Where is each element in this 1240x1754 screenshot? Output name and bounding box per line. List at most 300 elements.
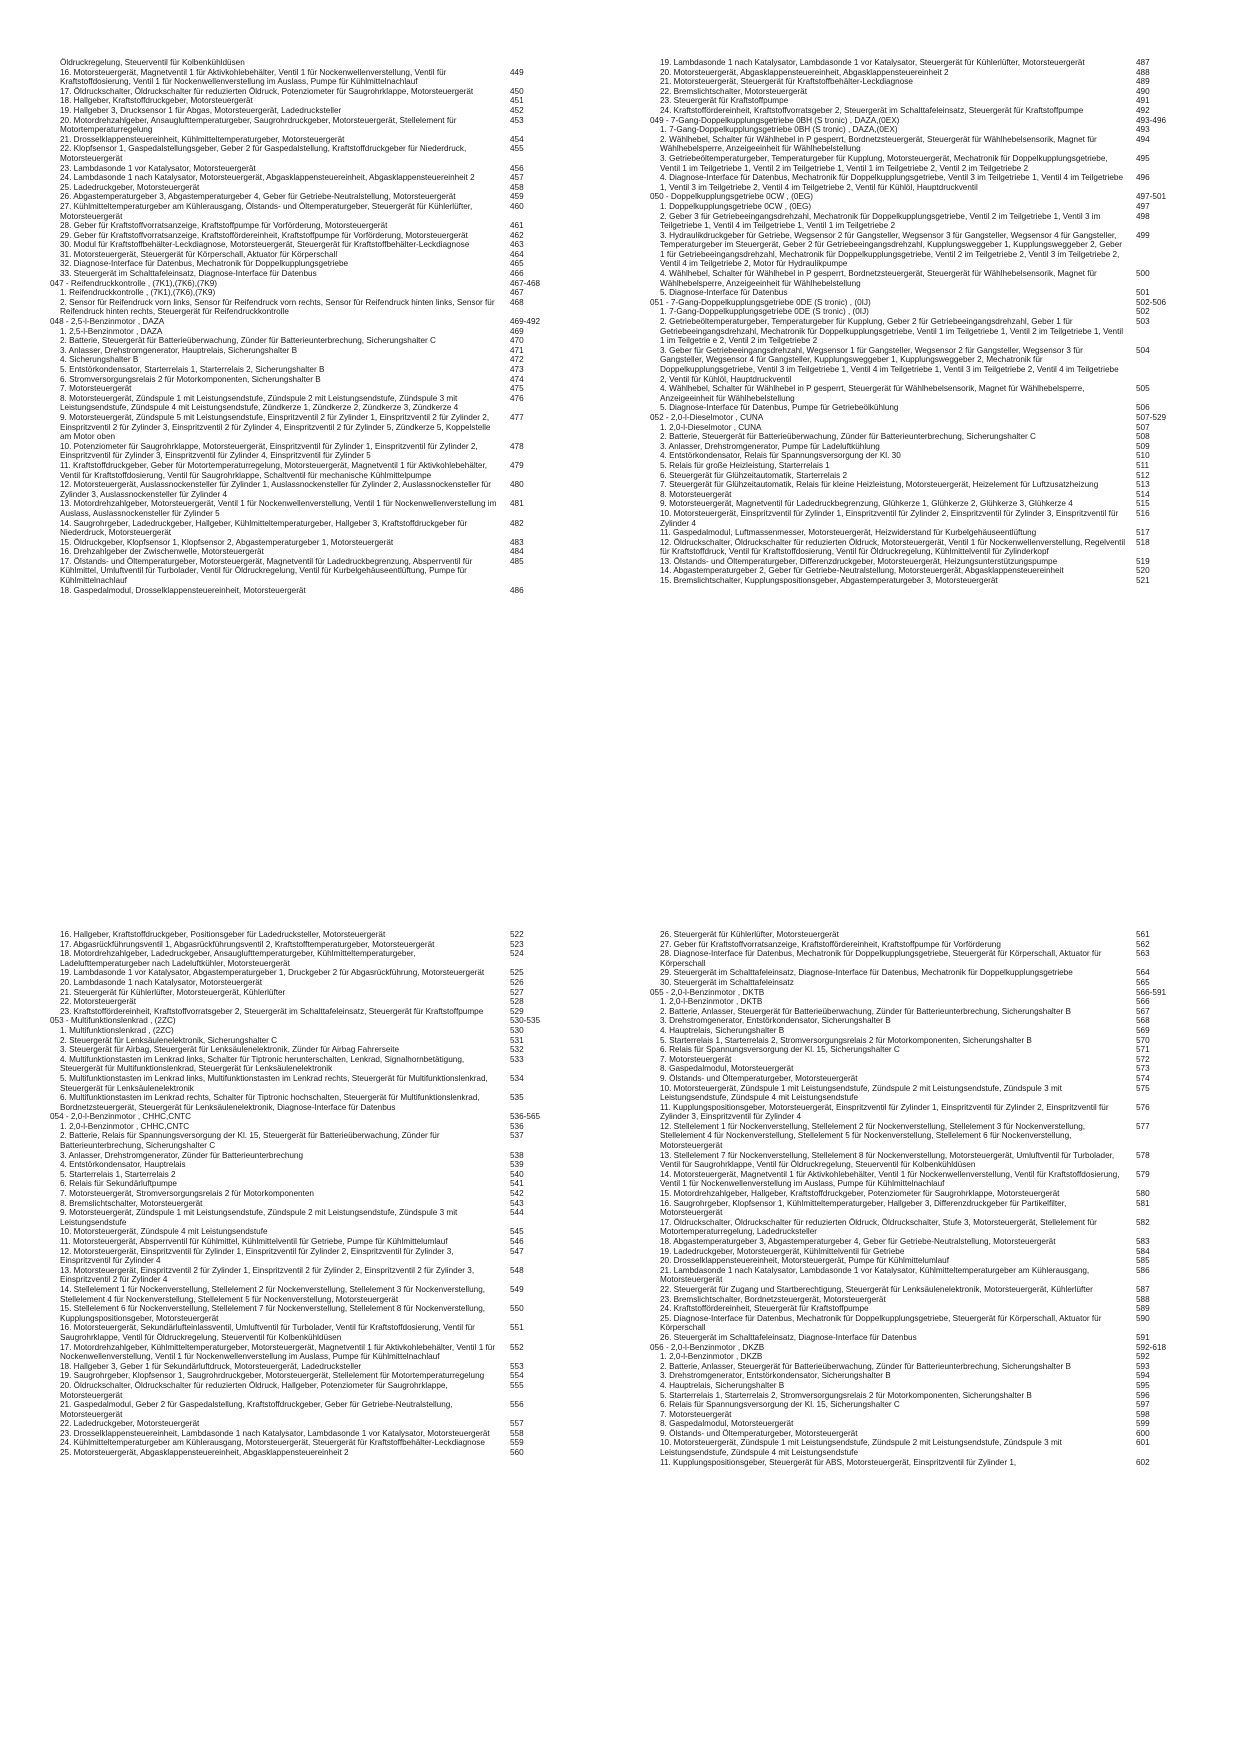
toc-entry-row	[660, 77, 1184, 87]
toc-entry-row	[660, 557, 1184, 567]
toc-entry-row	[660, 442, 1184, 452]
toc-page-number: 495	[1136, 153, 1150, 163]
toc-entry-title: 20. Drosselklappensteuereinheit, Motorsteuergerät, Pumpe für Kühlmittelumlauf	[660, 1256, 949, 1266]
toc-page-number: 594	[1136, 1371, 1150, 1381]
toc-page-number: 593	[1136, 1361, 1150, 1371]
toc-entry-title: 11. Kupplungspositionsgeber, Motorsteuergerät, Einspritzventil für Zylinder 1, Einspritzventil für Zylinder 2, Einspritzventil für Zylinder 3, Einspritzventil für Zylinder 4	[660, 1102, 1109, 1122]
toc-entry-title: 14. Saugrohrgeber, Ladedruckgeber, Hallgeber, Kühlmitteltemperaturgeber, Hallgeber 3, Kraftstoffdruckgeber für Niederdruck, Motorsteuergerät	[60, 518, 468, 538]
toc-page-number: 589	[1136, 1304, 1150, 1314]
toc-page-number: 492	[1136, 105, 1150, 115]
toc-entry-row	[60, 327, 558, 337]
toc-entry-title: 29. Geber für Kraftstoffvorratsanzeige, Kraftstoffördereinheit, Kraftstoffpumpe für Vorförderung, Motorsteuergerät	[60, 230, 468, 240]
toc-page-number: 473	[510, 365, 524, 374]
toc-entry-title: 12. Motorsteuergerät, Auslassnockensteller für Zylinder 1, Auslassnockensteller für Zylinder 2, Auslassnockensteller für Zylinder 3, Auslassnockensteller für Zylinder 4	[60, 480, 491, 499]
toc-entry-row	[660, 480, 1184, 490]
toc-entry-row	[660, 949, 1184, 968]
toc-page-number: 481	[510, 499, 524, 509]
toc-entry-title: 2. Geber 3 für Getriebeeingangsdrehzahl, Mechatronik für Doppelkupplungsgetriebe, Ventil 2 im Teilgetriebe 1, Ventil 3 im Teilgetriebe 1, Ventil 4 im Teilgetriebe 1, Ventil 1 im Teilgetriebe 2	[660, 211, 1101, 231]
toc-section-row	[650, 1342, 1184, 1353]
toc-entry-title: 22. Bremslichtschalter, Motorsteuergerät	[660, 86, 807, 96]
toc-page-number: 602	[1136, 1457, 1150, 1467]
toc-entry-title: 2. Getriebeöltemperaturgeber, Temperaturgeber für Kupplung, Geber 2 für Getriebeeingangsdrehzahl, Geber 1 für Getriebeeingangsdrehzahl, Mechatronik für Doppelkupplungsgetriebe, Ventil 1 im Teilgetriebe 1, Ventil 2 im Teilgetriebe 1, Ventil 1 im Teilgetrie e 2, Ventil 2 im Teilgetriebe 2	[660, 317, 1124, 346]
toc-entry-title: 17. Öldruckschalter, Öldruckschalter für reduzierten Öldruck, Öldruckschalter, Stufe 3, Motorsteuergerät, Stellelement für Motortemperaturregelung, Ladedrucksteller	[660, 1217, 1097, 1237]
toc-entry-row	[660, 1285, 1184, 1295]
toc-page-number: 523	[510, 939, 524, 949]
toc-entry-title: 8. Motorsteuergerät, Zündspule 1 mit Leistungsendstufe, Zündspule 2 mit Leistungsendstufe, Zündspule 3 mit Leistungsendstufe, Zündspule 4 mit Leistungsendstufe, Zündkerze 1, Zündkerze 2, Zündkerze 3, Zündkerze 4	[60, 393, 459, 413]
toc-page-number: 509	[1136, 441, 1150, 451]
toc-page-number: 560	[510, 1448, 524, 1458]
toc-entry-title: 4. Wählhebel, Schalter für Wählhebel in P gesperrt, Bordnetzsteuergerät, Steuergerät für Wählhebelsensorik, Magnet für Wählhebelsperre, Anzeigeeinheit für Wählhebelstellung	[660, 269, 1097, 288]
toc-entry-row	[660, 1237, 1184, 1247]
toc-entry-title: 5. Entstörkondensator, Starterrelais 1, Starterrelais 2, Sicherungshalter B	[60, 365, 325, 374]
toc-page-number: 546	[510, 1237, 524, 1246]
toc-entry-row	[660, 528, 1184, 538]
toc-entry-row	[60, 480, 558, 499]
toc-entry-row	[60, 288, 558, 298]
toc-page-number: 496	[1136, 173, 1150, 183]
toc-entry-row	[60, 298, 558, 317]
toc-entry-title: 17. Ölstands- und Öltemperaturgeber, Motorsteuergerät, Magnetventil für Ladedruckbegrenzung, Absperrventil für Kühlmittel, Umluftventil für Turbolader, Ventil für Öldruckregelung, Ventil für Kurbelgehäuseentlüftung, Pumpe für Kühlmittelnachlauf	[60, 556, 473, 586]
toc-entry-row	[60, 144, 558, 163]
toc-entry-row	[660, 125, 1184, 135]
toc-page-number: 502-506	[1136, 297, 1167, 307]
toc-page-number: 583	[1136, 1237, 1150, 1246]
toc-entry-row	[60, 68, 558, 87]
toc-page-number: 463	[510, 240, 524, 250]
toc-page-number: 501	[1136, 288, 1150, 298]
toc-section-title: 056 - 2,0-l-Benzinmotor , DKZB	[650, 1342, 765, 1352]
toc-entry-row	[60, 87, 558, 97]
toc-section-title: 049 - 7-Gang-Doppelkupplungsgetriebe 0BH (S tronic) , DAZA,(0EX)	[650, 115, 900, 125]
toc-section-row	[650, 115, 1184, 126]
toc-page-number: 597	[1136, 1400, 1150, 1410]
toc-entry-title: 14. Abgastemperaturgeber 2, Geber für Getriebe-Neutralstellung, Motorsteuergerät, Abgasklappensteuereinheit	[660, 566, 1064, 576]
toc-entry-row	[60, 1045, 558, 1055]
toc-entry-row	[660, 1170, 1184, 1189]
toc-entry-title: 27. Kühlmitteltemperaturgeber am Kühlerausgang, Ölstands- und Öltemperaturgeber, Steuergerät für Kühlerlüfter, Motorsteuergerät	[60, 201, 473, 221]
toc-entry-title: 6. Relais für Spannungsversorgung der Kl. 15, Sicherungshalter C	[660, 1045, 900, 1055]
toc-entry-title: 6. Multifunktionstasten im Lenkrad rechts, Schalter für Tiptronic hochschalten, Steuergerät für Multifunktionslenkrad, Bordnetzsteuergerät, Steuergerät für Lenksäulenelektronik, Diagnose-Interface für Datenbus	[60, 1093, 480, 1112]
toc-page-number: 485	[510, 556, 524, 566]
toc-entry-title: 3. Anlasser, Drehstromgenerator, Zünder für Batterieunterbrechung	[60, 1150, 304, 1160]
toc-page-number: 488	[1136, 67, 1150, 77]
toc-entry-row	[660, 202, 1184, 212]
toc-page-number: 576	[1136, 1102, 1150, 1112]
toc-entry-title: 1. 2,0-l-Benzinmotor , DKZB	[660, 1352, 763, 1362]
toc-page-number: 527	[510, 987, 524, 997]
toc-entry-title: 10. Motorsteuergerät, Einspritzventil für Zylinder 1, Einspritzventil für Zylinder 2, Einspritzventil für Zylinder 3, Einspritzventil für Zylinder 4	[660, 508, 1119, 528]
toc-entry-title: 24. Kraftstoffördereinheit, Steuergerät für Kraftstoffpumpe	[660, 1304, 869, 1314]
toc-entry-title: 2. Batterie, Anlasser, Steuergerät für Batterieüberwachung, Zünder für Batterieunterbrechung, Sicherungshalter B	[660, 1361, 1071, 1371]
toc-page-number: 575	[1136, 1083, 1150, 1093]
toc-entry-title: 16. Motorsteuergerät, Sekundärlufteinlassventil, Umluftventil für Turbolader, Ventil für Kraftstoffdosierung, Ventil für Saugrohrklappe, Ventil für Öldruckregelung, Steuerventil für Kolbenkühldüsen	[60, 1323, 475, 1342]
toc-entry-row	[60, 442, 558, 461]
toc-entry-title: 19. Ladedruckgeber, Motorsteuergerät, Kühlmittelventil für Getriebe	[660, 1246, 905, 1256]
toc-entry-row	[660, 317, 1184, 346]
toc-entry-row	[660, 1391, 1184, 1401]
toc-page-number: 535	[510, 1093, 524, 1103]
toc-entry-title: 1. 7-Gang-Doppelkupplungsgetriebe 0DE (S tronic) , (0IJ)	[660, 307, 869, 317]
toc-section-row	[50, 278, 558, 289]
toc-entry-row	[60, 997, 558, 1007]
toc-entry-row	[660, 968, 1184, 978]
toc-page-number: 595	[1136, 1380, 1150, 1390]
toc-page-number: 541	[510, 1179, 524, 1189]
toc-page-number: 539	[510, 1160, 524, 1170]
toc-entry-row	[660, 576, 1184, 586]
toc-entry-row	[60, 1007, 558, 1017]
toc-page-number: 521	[1136, 576, 1150, 586]
toc-entry-title: 29. Steuergerät im Schalttafeleinsatz, Diagnose-Interface für Datenbus, Mechatronik für Doppelkupplungsgetriebe	[660, 968, 1073, 978]
toc-entry-title: 16. Saugrohrgeber, Klopfsensor 1, Kühlmitteltemperaturgeber, Hallgeber 3, Differenzdruckgeber für Partikelfilter, Motorsteuergerät	[660, 1198, 1067, 1218]
toc-entry-title: 15. Stellelement 6 für Nockenverstellung, Stellelement 7 für Nockenverstellung, Stellelement 8 für Nockenverstellung, Kupplungspositionsgeber, Motorsteuergerät	[60, 1304, 486, 1323]
toc-entry-title: 3. Getriebeöltemperaturgeber, Temperaturgeber für Kupplung, Motorsteuergerät, Mechatronik für Doppelkupplungsgetriebe, Ventil 1 im Teilgetriebe 1, Ventil 2 im Teilgetriebe 1, Ventil 1 im Teilgetriebe 2, Ventil 2 im Teilgetriebe 2	[660, 153, 1108, 173]
toc-entry-row	[660, 1074, 1184, 1084]
toc-entry-row	[60, 1227, 558, 1237]
toc-entry-title: 10. Motorsteuergerät, Zündspule 1 mit Leistungsendstufe, Zündspule 2 mit Leistungsendstufe, Zündspule 3 mit Leistungsendstufe, Zündspule 4 mit Leistungsendstufe	[660, 1438, 1062, 1458]
toc-entry-row	[60, 968, 558, 978]
toc-page-number: 561	[1136, 930, 1150, 939]
toc-page-number: 483	[510, 537, 524, 547]
toc-entry-title: 1. Reifendruckkontrolle , (7K1),(7K6),(7K9)	[60, 288, 216, 298]
toc-entry-title: 9. Ölstands- und Öltemperaturgeber, Motorsteuergerät	[660, 1428, 858, 1438]
toc-page-number: 543	[510, 1198, 524, 1208]
toc-entry-row	[60, 1074, 558, 1093]
toc-section-title: 053 - Multifunktionslenkrad , (2ZC)	[50, 1016, 176, 1026]
toc-entry-title: 21. Gaspedalmodul, Geber 2 für Gaspedalstellung, Kraftstoffdruckgeber, Geber für Getriebe-Neutralstellung, Motorsteuergerät	[60, 1400, 453, 1419]
toc-entry-row	[660, 212, 1184, 231]
toc-entry-title: 5. Starterrelais 1, Starterrelais 2, Stromversorgungsrelais 2 für Motorkomponenten, Sicherungshalter B	[660, 1035, 1032, 1045]
toc-entry-title: 3. Drehstromgenerator, Entstörkondensator, Sicherungshalter B	[660, 1371, 891, 1381]
toc-page-number: 545	[510, 1227, 524, 1237]
toc-block-bottom-left	[50, 930, 558, 1458]
toc-page-number: 508	[1136, 432, 1150, 442]
toc-entry-row	[660, 231, 1184, 269]
toc-entry-row	[660, 1362, 1184, 1372]
toc-page-number: 493-496	[1136, 115, 1167, 125]
toc-entry-title: 7. Motorsteuergerät, Stromversorgungsrelais 2 für Motorkomponenten	[60, 1189, 314, 1199]
toc-page-number: 568	[1136, 1016, 1150, 1026]
toc-entry-row	[60, 949, 558, 968]
toc-page-number: 578	[1136, 1150, 1150, 1160]
toc-page-number: 512	[1136, 470, 1150, 480]
toc-entry-row	[60, 202, 558, 221]
toc-section-row	[650, 297, 1184, 308]
toc-page-number: 467	[510, 288, 524, 298]
toc-entry-title: 20. Motordrehzahlgeber, Ansauglufttemperaturgeber, Saugrohrdruckgeber, Motorsteuergerät, Stellelement für Motortemperaturregelung	[60, 115, 457, 135]
toc-entry-row	[660, 1199, 1184, 1218]
toc-page-number: 459	[510, 192, 524, 202]
toc-page-number: 550	[510, 1304, 524, 1314]
toc-entry-row	[60, 1199, 558, 1209]
toc-page-number: 480	[510, 480, 524, 490]
toc-entry-row	[660, 1007, 1184, 1017]
toc-entry-title: 26. Abgastemperaturgeber 3, Abgastemperaturgeber 4, Geber für Getriebe-Neutralstellung, Motorsteuergerät	[60, 192, 456, 202]
toc-entry-title: 23. Steuergerät für Kraftstoffpumpe	[660, 96, 789, 106]
toc-page-number: 468	[510, 297, 524, 307]
toc-entry-row	[660, 490, 1184, 500]
toc-entry-title: 9. Ölstands- und Öltemperaturgeber, Motorsteuergerät	[660, 1073, 858, 1083]
toc-entry-row	[660, 538, 1184, 557]
toc-entry-row	[660, 1304, 1184, 1314]
toc-entry-row	[660, 1151, 1184, 1170]
toc-entry-row	[60, 1285, 558, 1304]
toc-entry-title: 4. Hauptrelais, Sicherungshalter B	[660, 1025, 785, 1035]
toc-entry-row	[60, 135, 558, 145]
toc-page-number: 547	[510, 1246, 524, 1256]
toc-page-number: 566-591	[1136, 987, 1167, 997]
toc-entry-title: 4. Multifunktionstasten im Lenkrad links, Schalter für Tiptronic herunterschalten, Lenkrad, Signalhornbetätigung, Steuergerät für Multifunktionslenkrad, Steuergerät für Lenksäulenelektronik	[60, 1054, 465, 1074]
toc-page-number: 513	[1136, 480, 1150, 490]
toc-entry-row	[660, 423, 1184, 433]
toc-entry-title: 8. Gaspedalmodul, Motorsteuergerät	[660, 1419, 794, 1429]
toc-page-number: 514	[1136, 489, 1150, 499]
toc-entry-title: 8. Gaspedalmodul, Motorsteuergerät	[660, 1064, 794, 1074]
toc-page-number: 562	[1136, 939, 1150, 949]
toc-section-title: 054 - 2,0-l-Benzinmotor , CHHC,CNTC	[50, 1112, 192, 1122]
toc-entry-title: 21. Drosselklappensteuereinheit, Kühlmitteltemperaturgeber, Motorsteuergerät	[60, 134, 345, 144]
toc-entry-row	[60, 538, 558, 548]
toc-page-number: 582	[1136, 1217, 1150, 1227]
toc-entry-row	[60, 1419, 558, 1429]
toc-page-number: 461	[510, 221, 524, 231]
toc-entry-row	[660, 1016, 1184, 1026]
toc-page-number: 520	[1136, 566, 1150, 576]
toc-page-number: 462	[510, 230, 524, 240]
toc-entry-title: 9. Motorsteuergerät, Zündspule 1 mit Leistungsendstufe, Zündspule 2 mit Leistungsendstufe, Zündspule 3 mit Leistungsendstufe	[60, 1208, 458, 1227]
toc-entry-row	[60, 413, 558, 442]
toc-page-number: 452	[510, 105, 524, 115]
toc-entry-title: 17. Motordrehzahlgeber, Kühlmitteltemperaturgeber, Motorsteuergerät, Magnetventil 1 für Aktivkohlebehälter, Ventil 1 für Nockenwellenverstellung, Ventil 1 für Nockenwellenverstellung im Auslass, Pumpe für Kühlmittelnachlauf	[60, 1342, 496, 1362]
toc-page-number: 556	[510, 1400, 524, 1410]
toc-page-number: 460	[510, 201, 524, 211]
toc-page-number: 518	[1136, 537, 1150, 547]
toc-entry-title: 10. Potenziometer für Saugrohrklappe, Motorsteuergerät, Einspritzventil für Zylinder 1, Einspritzventil für Zylinder 2, Einspritzventil für Zylinder 3, Einspritzventil für Zylinder 4, Einspritzventil für Zylinder 5	[60, 441, 478, 461]
toc-entry-row	[660, 346, 1184, 384]
toc-page-number: 570	[1136, 1035, 1150, 1045]
toc-entry-row	[60, 58, 558, 68]
toc-entry-title: 13. Ölstands- und Öltemperaturgeber, Differenzdruckgeber, Motorsteuergerät, Heizungsunterstützungspumpe	[660, 556, 1058, 566]
toc-entry-title: 23. Kraftstoffördereinheit, Kraftstoffvorratsgeber 2, Steuergerät im Schalttafeleinsatz, Steuergerät für Kraftstoffpumpe	[60, 1006, 484, 1016]
toc-entry-title: 5. Starterrelais 1, Starterrelais 2	[60, 1169, 176, 1179]
toc-page-number: 551	[510, 1323, 524, 1333]
toc-page-number: 471	[510, 345, 524, 355]
toc-entry-title: 26. Steuergerät im Schalttafeleinsatz, Diagnose-Interface für Datenbus	[660, 1332, 917, 1342]
toc-entry-row	[660, 1429, 1184, 1439]
toc-entry-row	[60, 183, 558, 193]
toc-entry-title: 23. Lambdasonde 1 vor Katalysator, Motorsteuergerät	[60, 163, 256, 173]
toc-entry-title: 18. Hallgeber, Kraftstoffdruckgeber, Motorsteuergerät	[60, 96, 253, 106]
toc-page-number: 548	[510, 1265, 524, 1275]
toc-entry-title: 6. Steuergerät für Glühzeitautomatik, Starterrelais 2	[660, 470, 848, 480]
toc-page-number: 544	[510, 1208, 524, 1218]
toc-page-number: 537	[510, 1131, 524, 1141]
toc-entry-row	[60, 519, 558, 538]
toc-entry-row	[660, 940, 1184, 950]
toc-page-number: 489	[1136, 77, 1150, 87]
toc-page-number: 479	[510, 460, 524, 470]
toc-entry-title: 15. Bremslichtschalter, Kupplungspositionsgeber, Abgastemperaturgeber 3, Motorsteuergerät	[660, 576, 998, 586]
toc-entry-row	[60, 221, 558, 231]
toc-entry-title: 8. Motorsteuergerät	[660, 489, 732, 499]
toc-page-number: 507	[1136, 422, 1150, 432]
toc-entry-row	[660, 106, 1184, 116]
toc-entry-title: 24. Lambdasonde 1 nach Katalysator, Motorsteuergerät, Abgasklappensteuereinheit, Abgasklappensteuereinheit 2	[60, 173, 475, 183]
toc-page-number: 590	[1136, 1313, 1150, 1323]
toc-page-number: 466	[510, 269, 524, 279]
toc-entry-row	[60, 1237, 558, 1247]
toc-block-top-left	[50, 58, 558, 595]
toc-page-number: 536-565	[510, 1112, 541, 1122]
toc-page-number: 555	[510, 1380, 524, 1390]
toc-entry-row	[60, 547, 558, 557]
toc-entry-row	[660, 978, 1184, 988]
toc-entry-row	[60, 365, 558, 375]
toc-entry-row	[660, 471, 1184, 481]
toc-entry-title: 1. 7-Gang-Doppelkupplungsgetriebe 0BH (S tronic) , DAZA,(0EX)	[660, 125, 898, 135]
toc-page-number: 457	[510, 173, 524, 183]
toc-entry-row	[660, 451, 1184, 461]
toc-entry-title: 3. Geber für Getriebeeingangsdrehzahl, Wegsensor 1 für Gangsteller, Wegsensor 2 für Gangsteller, Wegsensor 3 für Gangsteller, Wegsensor 4 für Gangsteller, Kupplungsweggeber 1, Kupplungsweggeber 2, Mechatronik für Doppelkupplungsgetriebe, Ventil 3 im Teilgetriebe 1, Ventil 4 im Teilgetriebe 1, Ventil 3 im Teilgetriebe 2, Ventil 4 im Teilgetriebe 2, Ventil für Kühlöl, Hauptdruckventil	[660, 345, 1119, 384]
toc-entry-title: 2. Batterie, Steuergerät für Batterieüberwachung, Zünder für Batterieunterbrechung, Sicherungshalter C	[660, 432, 1036, 442]
toc-entry-title: 21. Steuergerät für Kühlerlüfter, Motorsteuergerät, Kühlerlüfter	[60, 987, 286, 997]
toc-entry-title: 3. Anlasser, Drehstromgenerator, Pumpe für Ladeluftkühlung	[660, 441, 880, 451]
toc-page-number: 601	[1136, 1438, 1150, 1448]
toc-section-title: 051 - 7-Gang-Doppelkupplungsgetriebe 0DE (S tronic) , (0IJ)	[650, 297, 871, 307]
toc-block-bottom-right	[650, 930, 1184, 1467]
toc-entry-row	[60, 1323, 558, 1342]
toc-page-number: 567	[1136, 1006, 1150, 1016]
toc-entry-row	[660, 499, 1184, 509]
toc-page-number: 511	[1136, 460, 1150, 470]
toc-page-number: 454	[510, 134, 524, 144]
toc-entry-row	[660, 68, 1184, 78]
toc-entry-title: 17. Abgasrückführungsventil 1, Abgasrückführungsventil 2, Kraftstofftemperaturgeber, Motorsteuergerät	[60, 939, 435, 949]
toc-page-number: 519	[1136, 556, 1150, 566]
toc-page-number: 475	[510, 384, 524, 394]
toc-entry-title: 30. Modul für Kraftstoffbehälter-Leckdiagnose, Motorsteuergerät, Steuergerät für Kraftstoffbehälter-Leckdiagnose	[60, 240, 470, 250]
toc-entry-title: 23. Drosselklappensteuereinheit, Lambdasonde 1 nach Katalysator, Lambdasonde 1 vor Katalysator, Motorsteuergerät	[60, 1428, 490, 1438]
toc-page-number: 484	[510, 547, 524, 557]
toc-page-number: 592	[1136, 1352, 1150, 1362]
toc-page-number: 558	[510, 1428, 524, 1438]
toc-entry-row	[660, 135, 1184, 154]
toc-page-number: 598	[1136, 1409, 1150, 1419]
toc-entry-row	[60, 1371, 558, 1381]
toc-entry-title: 11. Gaspedalmodul, Luftmassenmesser, Motorsteuergerät, Heizwiderstand für Kurbelgehäuseentlüftung	[660, 528, 1037, 538]
toc-entry-title: 6. Relais für Sekundärluftpumpe	[60, 1179, 177, 1189]
toc-entry-row	[660, 269, 1184, 288]
toc-entry-row	[60, 1247, 558, 1266]
toc-entry-row	[660, 1064, 1184, 1074]
toc-page-number: 552	[510, 1342, 524, 1352]
toc-page-number: 540	[510, 1169, 524, 1179]
toc-page-number: 522	[510, 930, 524, 939]
toc-entry-row	[60, 461, 558, 480]
toc-page-number: 586	[1136, 1265, 1150, 1275]
toc-entry-row	[660, 1055, 1184, 1065]
toc-entry-row	[660, 58, 1184, 68]
toc-entry-row	[660, 1084, 1184, 1103]
toc-entry-row	[60, 988, 558, 998]
toc-page-number: 505	[1136, 384, 1150, 394]
toc-entry-title: 4. Entstörkondensator, Hauptrelais	[60, 1160, 186, 1170]
toc-entry-title: 2. Wählhebel, Schalter für Wählhebel in P gesperrt, Bordnetzsteuergerät, Steuergerät für Wählhebelsensorik, Magnet für Wählhebelsperre, Anzeigeeinheit für Wählhebelstellung	[660, 134, 1097, 154]
toc-section-row	[50, 317, 558, 327]
toc-page-number: 569	[1136, 1025, 1150, 1035]
toc-entry-row	[660, 1266, 1184, 1285]
toc-page-number: 599	[1136, 1419, 1150, 1429]
toc-entry-row	[60, 1448, 558, 1458]
toc-entry-title: 9. Motorsteuergerät, Magnetventil für Ladedruckbegrenzung, Glühkerze 1, Glühkerze 2, Glühkerze 3, Glühkerze 4	[660, 499, 1073, 509]
toc-page-number: 498	[1136, 211, 1150, 221]
toc-entry-title: 25. Diagnose-Interface für Datenbus, Mechatronik für Doppelkupplungsgetriebe, Steuergerät für Körperschall, Aktuator für Körperschall	[660, 1313, 1102, 1333]
toc-entry-row	[660, 566, 1184, 576]
toc-entry-row	[60, 346, 558, 356]
toc-entry-title: 3. Drehstromgenerator, Entstörkondensator, Sicherungshalter B	[660, 1016, 891, 1026]
toc-section-row	[50, 1016, 558, 1026]
toc-entry-title: 19. Saugrohrgeber, Klopfsensor 1, Saugrohrdruckgeber, Motorsteuergerät, Stellelement für Motortemperaturregelung	[60, 1371, 485, 1381]
toc-entry-title: 13. Motorsteuergerät, Einspritzventil 2 für Zylinder 1, Einspritzventil 2 für Zylinder 2, Einspritzventil 2 für Zylinder 3, Einspritzventil 2 für Zylinder 4	[60, 1265, 475, 1285]
toc-entry-row	[60, 1179, 558, 1189]
toc-page-number: 549	[510, 1284, 524, 1294]
toc-entry-title: 11. Kraftstoffdruckgeber, Geber für Motortemperaturregelung, Motorsteuergerät, Magnetventil 1 für Aktivkohlebehälter, Ventil für Kraftstoffdosierung, Ventil für Saugrohrklappe, Schaltventil für mechanische Kühlmittelpumpe	[60, 460, 488, 480]
toc-page-number: 491	[1136, 96, 1150, 106]
toc-entry-title: 13. Motordrehzahlgeber, Motorsteuergerät, Ventil 1 für Nockenwellenverstellung, Ventil 1 für Nockenwellenverstellung im Auslass, Auslassnockensteller für Zylinder 5	[60, 499, 497, 518]
toc-entry-title: 12. Öldruckschalter, Öldruckschalter für reduzierten Öldruck, Motorsteuergerät, Ventil 1 für Nockenwellenverstellung, Regelventil für Kraftstoffdruck, Ventil für Kraftstoffdosierung, Ventil für Öldruckregelung, Kühlmittelventil für Zylinderkopf	[660, 537, 1126, 557]
toc-page-number: 506	[1136, 403, 1150, 413]
toc-page-number: 565	[1136, 977, 1150, 987]
toc-entry-title: 14. Motorsteuergerät, Magnetventil 1 für Aktivkohlebehälter, Ventil 1 für Nockenwellenverstellung, Ventil für Kraftstoffdosierung, Ventil 1 für Nockenwellenverstellung im Auslass, Pumpe für Kühlmittelnachlauf	[660, 1169, 1120, 1189]
toc-entry-title: 15. Motordrehzahlgeber, Hallgeber, Kraftstoffdruckgeber, Potenziometer für Saugrohrklappe, Motorsteuergerät	[660, 1189, 1060, 1199]
toc-block-top-right	[650, 58, 1184, 586]
toc-entry-title: 21. Lambdasonde 1 nach Katalysator, Lambdasonde 1 vor Katalysator, Kühlmitteltemperaturgeber am Kühlerausgang, Motorsteuergerät	[660, 1265, 1090, 1285]
toc-entry-title: 3. Steuergerät für Airbag, Steuergerät für Lenksäulenelektronik, Zünder für Airbag Fahrerseite	[60, 1045, 400, 1055]
toc-entry-row	[60, 1170, 558, 1180]
toc-page-number: 486	[510, 585, 524, 595]
toc-page-number: 536	[510, 1121, 524, 1131]
toc-entry-row	[60, 259, 558, 269]
toc-entry-title: Öldruckregelung, Steuerventil für Kolbenkühldüsen	[60, 58, 245, 67]
toc-page-number: 504	[1136, 345, 1150, 355]
toc-entry-title: 31. Motorsteuergerät, Steuergerät für Körperschall, Aktuator für Körperschall	[60, 249, 338, 259]
toc-entry-row	[60, 192, 558, 202]
toc-page-number: 487	[1136, 58, 1150, 67]
toc-page-number: 577	[1136, 1121, 1150, 1131]
toc-entry-title: 30. Steuergerät im Schalttafeleinsatz	[660, 977, 794, 987]
toc-section-title: 050 - Doppelkupplungsgetriebe 0CW , (0EG)	[650, 192, 813, 202]
toc-entry-row	[60, 978, 558, 988]
toc-page-number: 467-468	[510, 278, 541, 288]
toc-page-number: 574	[1136, 1073, 1150, 1083]
toc-entry-row	[60, 116, 558, 135]
toc-entry-title: 2. Batterie, Relais für Spannungsversorgung der Kl. 15, Steuergerät für Batterieüberwachung, Zünder für Batterieunterbrechung, Sicherungshalter C	[60, 1131, 440, 1151]
toc-page-number: 588	[1136, 1294, 1150, 1304]
toc-entry-row	[60, 1055, 558, 1074]
toc-entry-title: 7. Motorsteuergerät	[60, 384, 132, 394]
toc-page-number: 580	[1136, 1189, 1150, 1199]
toc-entry-row	[60, 394, 558, 413]
toc-entry-row	[660, 1036, 1184, 1046]
toc-page-number: 573	[1136, 1064, 1150, 1074]
toc-entry-title: 18. Abgastemperaturgeber 3, Abgastemperaturgeber 4, Geber für Getriebe-Neutralstellung, Motorsteuergerät	[660, 1237, 1056, 1246]
toc-entry-title: 2. Sensor für Reifendruck vorn links, Sensor für Reifendruck vorn rechts, Sensor für Reifendruck hinten links, Sensor für Reifendruck hinten rechts, Steuergerät für Reifendruckkontrolle	[60, 297, 495, 317]
toc-entry-row	[60, 1036, 558, 1046]
toc-entry-title: 12. Stellelement 1 für Nockenverstellung, Stellelement 2 für Nockenverstellung, Stellelement 3 für Nockenverstellung, Stellelement 4 für Nockenverstellung, Stellelement 5 für Nockenverstellung, Stellelement 6 für Nockenverstellung, Motorsteuergerät	[660, 1121, 1086, 1151]
toc-entry-title: 14. Stellelement 1 für Nockenverstellung, Stellelement 2 für Nockenverstellung, Stellelement 3 für Nockenverstellung, Stellelement 4 für Nockenverstellung, Stellelement 5 für Nockenverstellung, Motorsteuergerät	[60, 1284, 486, 1304]
toc-entry-row	[60, 499, 558, 518]
toc-entry-title: 22. Motorsteuergerät	[60, 997, 137, 1007]
